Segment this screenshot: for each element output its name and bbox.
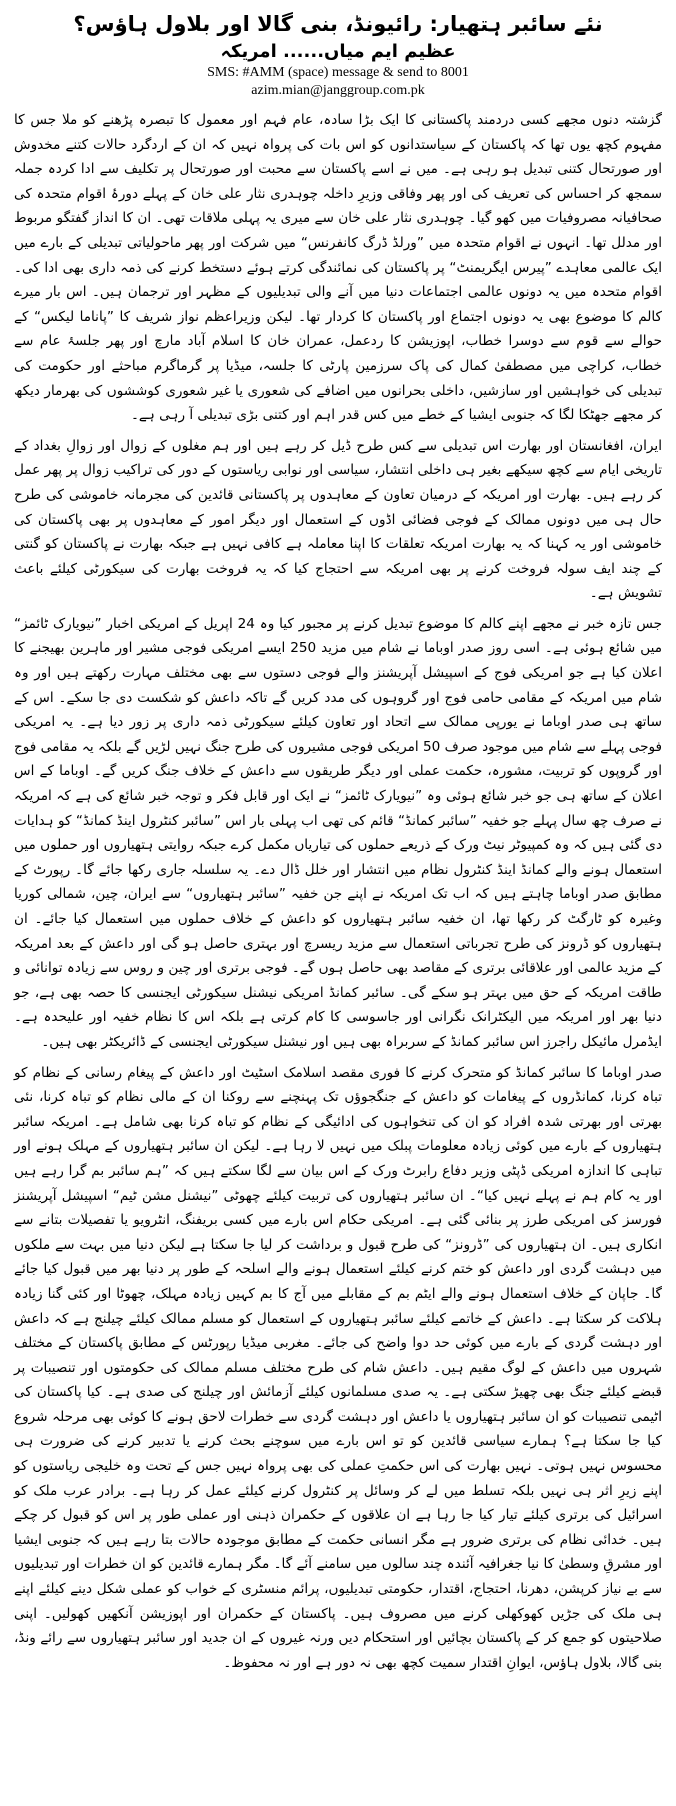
paragraph-1: گزشتہ دنوں مجھے کسی دردمند پاکستانی کا ایک بڑا سادہ، عام فہم اور معمول کا تبصرہ پڑھنے کو ملا جس کا مفہوم کچھ یوں تھا کہ پاکستان کے سیاستدانوں کو اس بات کی پرواہ نہیں کہ ان کے اردگرد حالات کتنے مخدوش اور صورتحال کتنی تبدیل ہو رہی ہے۔ میں نے اسے پاکستان سے محبت اور صورتحال پر تکلیف سے ادا کردہ جملہ سمجھ کر احساس کی تعریف کی اور پھر وفاقی وزیرِ داخلہ چوہدری نثار علی خان کے پہلے دورۂ اقوام متحدہ کی صحافیانہ مصروفیات میں کھو گیا۔ چوہدری نثار علی خان سے میری یہ پہلی ملاقات تھی۔ ان کا انداز گفتگو مربوط اور مدلل تھا۔ انہوں نے اقوام متحدہ میں ”ورلڈ ڈرگ کانفرنس“ میں شرکت اور پھر ماحولیاتی تبدیلی کے بارے میں ایک عالمی معاہدے ”پیرس ایگریمنٹ“ پر پاکستان کی نمائندگی کرتے ہوئے دستخط کرنے کی ذمہ داری بھی ادا کی۔ اقوام متحدہ میں یہ دونوں عالمی اجتماعات دنیا میں آنے والی تبدیلیوں کے مظہر اور ترجمان ہیں۔ اس بار میرے کالم کا موضوع بھی یہ دونوں اجتماع اور پاکستان کا کردار تھا۔ لیکن وزیراعظم نواز شریف کا ”پاناما لیکس“ کے حوالے سے قوم سے دوسرا خطاب، اپوزیشن کا ردعمل، عمران خان کا اسلام آباد مارچ اور پھر جلسۂ عام سے خطاب، کراچی میں مصطفیٰ کمال کی پاک سرزمین پارٹی کا جلسہ، میڈیا پر گرماگرم مباحثے اور حکومت کی تبدیلی کی خواہشیں اور سازشیں، داخلی بحرانوں میں اضافے کی شعوری یا غیر شعوری کوششوں کی بھرمار دیکھ کر مجھے جھٹکا لگا کہ جنوبی ایشیا کے خطے میں کس قدر اہم اور کتنی بڑی تبدیلی آ رہی ہے۔ <box>14 112 662 424</box>
author-email: azim.mian@janggroup.com.pk <box>251 83 425 98</box>
paragraph-3: جس تازہ خبر نے مجھے اپنے کالم کا موضوع تبدیل کرنے پر مجبور کیا وہ 24 اپریل کے امریکی اخبار ”نیویارک ٹائمز“ میں شائع ہوئی ہے۔ اسی روز صدر اوباما نے شام میں مزید 250 ایسے امریکی فوجی مشیر اور ماہرین بھیجنے کا اعلان کیا ہے جو امریکی فوج کے اسپیشل آپریشنز والے فوجی دستوں سے بھی مختلف مہارت رکھتے ہیں اور وہ شام میں امریکہ کے مقامی حامی فوج اور گروہوں کی مدد کریں گے تاکہ داعش کو شکست دی جا سکے۔ اس کے ساتھ ہی صدر اوباما نے یورپی ممالک سے اتحاد اور تعاون کیلئے سیکورٹی ذمہ داری پر زور دیا ہے۔ یہ امریکی فوجی پہلے سے شام میں موجود صرف 50 امریکی فوجی مشیروں کی طرح جنگ نہیں لڑیں گے بلکہ یہ مقامی فوج اور گروپوں کو تربیت، مشورہ، حکمت عملی اور دیگر طریقوں سے داعش کے خلاف جنگ کریں گے۔ اوباما کے اس اعلان کے ساتھ ہی جو خبر شائع ہوئی وہ ”نیویارک ٹائمز“ نے ایک اور قابل فکر و توجہ خبر شائع کی ہے کہ امریکہ نے صرف چھ سال پہلے جو خفیہ ”سائبر کمانڈ“ قائم کی تھی اب پہلی بار اس ”سائبر کنٹرول اینڈ کمانڈ“ کو ہدایات دی گئی ہیں کہ وہ کمپیوٹر نیٹ ورک کے ذریعے حملوں کی تیاریاں مکمل کرے جبکہ روایتی ہتھیاروں اور حملوں میں استعمال ہونے والے کمانڈ اینڈ کنٹرول نظام میں انتشار اور خلل ڈال دے۔ یہ سلسلہ جاری رکھا جائے گا۔ رپورٹ کے مطابق صدر اوباما چاہتے ہیں کہ اب تک امریکہ نے اپنے جن خفیہ ”سائبر ہتھیاروں“ سے ایران، چین، شمالی کوریا وغیرہ کو ٹارگٹ کر رکھا تھا، ان خفیہ سائبر ہتھیاروں کو داعش کے خلاف حملوں میں استعمال کیا جائے۔ ان ہتھیاروں کو ڈرونز کی طرح تجرباتی استعمال سے مزید ریسرچ اور بہتری حاصل ہو گی اور داعش کے بعد امریکہ کے مزید عالمی اور علاقائی برتری کے مقاصد بھی حاصل ہوں گے۔ فوجی برتری اور چین و روس سے زیادہ توانائی و طاقت امریکہ کے حق میں بہتر ہو سکے گی۔ سائبر کمانڈ امریکی نیشنل سیکورٹی ایجنسی کا حصہ بھی ہے، جو دنیا بھر اور امریکہ میں الیکٹرانک نگرانی اور جاسوسی کا کام کرتی ہے بلکہ اس کا نظام خفیہ اور علیحدہ ہے۔ ایڈمرل مائیکل راجرز اس سائبر کمانڈ کے سربراہ بھی ہیں اور نیشنل سیکورٹی ایجنسی کے ڈائریکٹر بھی ہیں۔ <box>14 615 663 1050</box>
article-header <box>14 10 662 100</box>
author-byline: عظیم ایم میاں...... امریکہ <box>220 41 456 62</box>
article-headline: نئے سائبر ہتھیار: رائیونڈ، بنی گالا اور بلاول ہاؤس؟ <box>73 12 603 36</box>
article-body <box>14 108 662 1675</box>
sms-contact: SMS: #AMM (space) message & send to 8001 <box>207 65 469 80</box>
paragraph-2: ایران، افغانستان اور بھارت اس تبدیلی سے کس طرح ڈیل کر رہے ہیں اور ہم مغلوں کے زوال اور زوالِ بغداد کے تاریخی ایام سے کچھ سیکھے بغیر ہی داخلی انتشار، سیاسی اور نوابی ریاستوں کے دور کی تراکیب زوال پر پھر عمل کر رہے ہیں۔ بھارت اور امریکہ کے درمیان تعاون کے معاہدوں پر پاکستانی قائدین کی مجرمانہ خاموشی کی طرح حال ہی میں دونوں ممالک کے فوجی فضائی اڈوں کے استعمال اور دیگر امور کے معاہدوں پر بھی پاکستان کی خاموشی اور یہ کہنا کہ یہ بھارت امریکہ تعلقات کا اپنا معاملہ ہے کافی نہیں ہے جبکہ بھارت نے پاکستان کو گنتی کے چند ایف سولہ فروخت کرنے پر بھی امریکہ سے احتجاج کیا کہ یہ فروخت بھارت کی سیکورٹی کیلئے باعث تشویش ہے۔ <box>14 437 662 602</box>
paragraph-4: صدر اوباما کا سائبر کمانڈ کو متحرک کرنے کا فوری مقصد اسلامک اسٹیٹ اور داعش کے پیغام رسانی کے نظام کو تباہ کرنا، کمانڈروں کے پیغامات کو داعش کے جنگجوؤں تک پہنچنے سے روکنا ان کے مالی نظام کو تباہ کرنا، نئی بھرتی اور بھرتی شدہ افراد کو ان کی تنخواہوں کی ادائیگی کے نظام کو تباہ کرنا بھی شامل ہے۔ امریکہ سائبر ہتھیاروں کے بارے میں کوئی زیادہ معلومات پبلک میں نہیں لا رہا ہے۔ لیکن ان سائبر ہتھیاروں کے مہلک ہونے اور تباہی کا اندازہ امریکی ڈپٹی وزیر دفاع رابرٹ ورک کے اس بیان سے لگا سکتے ہیں کہ ”ہم سائبر بم گرا رہے ہیں اور یہ کام ہم نے پہلے نہیں کیا“۔ ان سائبر ہتھیاروں کی تربیت کیلئے چھوٹی ”نیشنل مشن ٹیم“ اسپیشل آپریشنز فورسز کی امریکی طرز پر بنائی گئی ہے۔ امریکی حکام اس بارے میں کسی بریفنگ، انٹرویو یا تفصیلات بتانے سے انکاری ہیں۔ ان ہتھیاروں کی ”ڈرونز“ کی طرح قبول و برداشت کر لیا جا سکتا ہے لیکن دنیا میں بہت سے ملکوں میں دہشت گردی اور داعش کو ختم کرنے کیلئے استعمال ہونے والے اسلحہ کے طور پر دنیا بھر میں قبول کیا جائے گا۔ جاپان کے خلاف استعمال ہونے والے ایٹم بم کے مقابلے میں آج کا بم کہیں زیادہ مہلک، چھوٹا اور کئی گنا زیادہ ہلاکت کر سکتا ہے۔ داعش کے خاتمے کیلئے سائبر ہتھیاروں کے استعمال کو مسلم ممالک کیلئے چیلنج ہے کہ داعش اور دہشت گردی کے بارے میں کوئی حد دوا واضح کی جائے۔ مغربی میڈیا رپورٹس کے مطابق پاکستان کے مختلف شہروں میں داعش کے لوگ مقیم ہیں۔ داعش شام کی طرح مختلف مسلم ممالک کی حکومتوں اور تنصیبات پر قبضے کیلئے جنگ بھی چھیڑ سکتی ہے۔ یہ صدی مسلمانوں کیلئے آزمائش اور چیلنج کی صدی ہے۔ کیا پاکستان کی اٹیمی تنصیبات کو ان سائبر ہتھیاروں یا داعش اور دہشت گردی سے خطرات لاحق ہونے کا کوئی بھی مرحلہ شروع کیا جا سکتا ہے؟ ہمارے سیاسی قائدین کو تو اس بارے میں سوچنے بحث کرنے یا تدبیر کرنے کی ضرورت ہی محسوس نہیں ہوتی۔ نہیں بھارت کی اس حکمتِ عملی کی بھی پرواہ نہیں جس کے تحت وہ خلیجی ریاستوں کو اپنے زیرِ اثر ہی نہیں بلکہ تسلط میں لے کر وسائل پر کنٹرول کرنے کیلئے عمل کر رہا ہے۔ برادر عرب ملک کو اسرائیل کی برتری کیلئے تیار کیا جا رہا ہے ان علاقوں کے حکمران ذہنی اور عملی طور پر اس کو قبول کر چکے ہیں۔ خدائی نظام کی برتری ضرور ہے مگر انسانی حکمت کے مطابق موجودہ حالات بتا رہے ہیں کہ جنوبی ایشیا اور مشرقِ وسطیٰ کا نیا جغرافیہ آئندہ چند سالوں میں سامنے آئے گا۔ مگر ہمارے قائدین کو ان خطرات اور تبدیلیوں سے بے نیاز کرپشن، دھرنا، احتجاج، اقتدار، حکومتی تبدیلیوں، پرائم منسٹری کے خواب کو عملی شکل دینے کیلئے اپنے ہی ملک کی جڑیں کھوکھلی کرنے میں مصروف ہیں۔ پاکستان کے حکمران اور اپوزیشن آنکھیں کھولیں۔ اپنی صلاحیتوں کو جمع کر کے پاکستان بچائیں اور استحکام دیں ورنہ غیروں کے ان جدید اور سائبر ہتھیاروں سے رائے ونڈ، بنی گالا، بلاول ہاؤس، ایوانِ اقتدار سمیت کچھ بھی نہ دور ہے اور نہ محفوظ۔ <box>14 1064 662 1671</box>
